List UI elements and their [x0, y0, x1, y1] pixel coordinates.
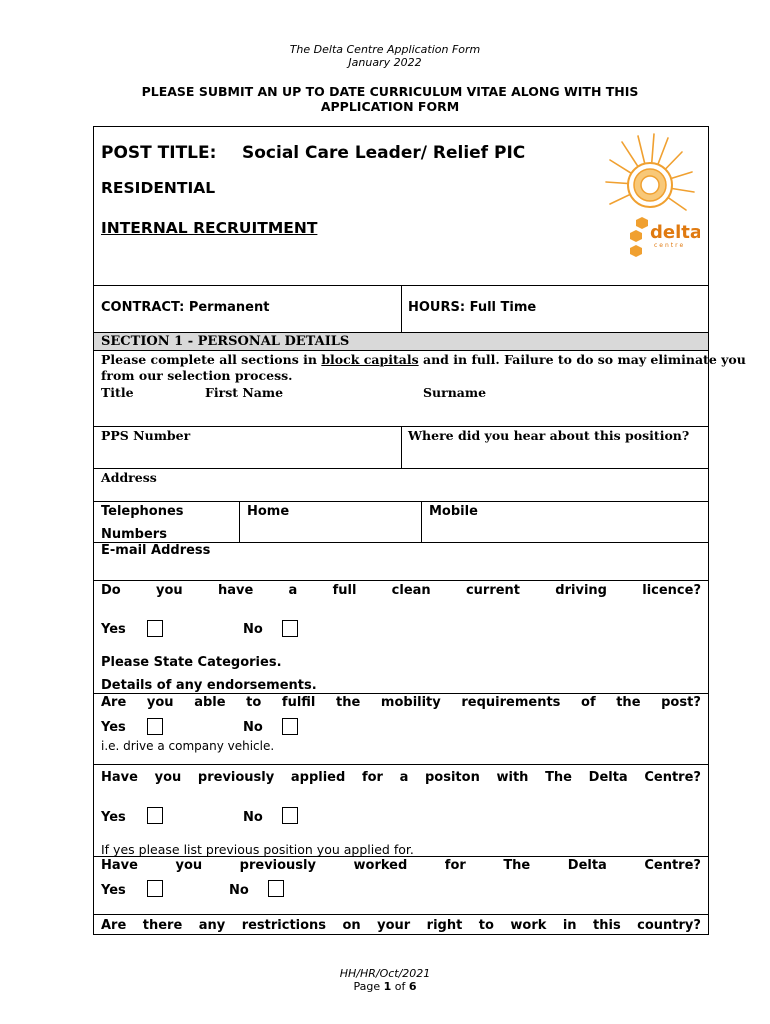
driving-yes-label: Yes [101, 622, 126, 637]
first-name-label: First Name [205, 385, 284, 400]
endorsements-label: Details of any endorsements. [101, 678, 317, 693]
post-title-value: Social Care Leader/ Relief PIC [242, 143, 526, 163]
cv-notice-line1: PLEASE SUBMIT AN UP TO DATE CURRICULUM VITAE ALONG WITH THIS [141, 84, 639, 99]
mobility-no-label: No [243, 720, 263, 735]
mobility-note: i.e. drive a company vehicle. [101, 739, 275, 753]
block-capitals-text: block capitals [321, 352, 419, 367]
mobile-phone-label: Mobile [429, 504, 478, 519]
section-1-instructions-line2: from our selection process. [101, 368, 293, 383]
previously-applied-question: Have you previously applied for a positon with The Delta Centre? [101, 770, 701, 785]
worked-yes-checkbox[interactable] [147, 880, 163, 897]
mobility-no-checkbox[interactable] [282, 718, 298, 735]
worked-yes-label: Yes [101, 883, 126, 898]
cv-notice-line2: APPLICATION FORM [320, 99, 460, 114]
address-label: Address [101, 470, 157, 485]
mobility-yes-label: Yes [101, 720, 126, 735]
mobility-question: Are you able to fulfil the mobility requirements of the post? [101, 695, 701, 710]
title-label: Title [101, 385, 134, 400]
pps-number-label: PPS Number [101, 428, 191, 443]
residential-label: RESIDENTIAL [101, 179, 216, 197]
section-1-instructions: Please complete all sections in block capitals and in full. Failure to do so may eliminate you [101, 352, 746, 367]
applied-note: If yes please list previous position you applied for. [101, 842, 414, 857]
email-label: E-mail Address [101, 543, 211, 558]
driving-no-label: No [243, 622, 263, 637]
driving-no-checkbox[interactable] [282, 620, 298, 637]
previously-worked-question: Have you previously worked for The Delta Centre? [101, 858, 701, 873]
applied-yes-checkbox[interactable] [147, 807, 163, 824]
internal-recruitment-label: INTERNAL RECRUITMENT [101, 219, 318, 237]
surname-label: Surname [423, 385, 487, 400]
page-number: Page 1 of 6 [353, 980, 417, 993]
applied-yes-label: Yes [101, 810, 126, 825]
contract-label: CONTRACT: Permanent [101, 300, 270, 315]
post-title-label: POST TITLE: [101, 143, 217, 163]
applied-no-label: No [243, 810, 263, 825]
applied-no-checkbox[interactable] [282, 807, 298, 824]
hours-label: HOURS: Full Time [408, 300, 537, 315]
driving-yes-checkbox[interactable] [147, 620, 163, 637]
mobility-yes-checkbox[interactable] [147, 718, 163, 735]
home-phone-label: Home [247, 504, 290, 519]
form-header-title: The Delta Centre Application Form [289, 43, 481, 56]
footer-reference: HH/HR/Oct/2021 [339, 967, 431, 980]
work-restrictions-question: Are there any restrictions on your right to work in this country? [101, 918, 701, 933]
driving-licence-question: Do you have a full clean current driving licence? [101, 583, 701, 598]
telephones-label: Telephones [101, 504, 184, 519]
hear-about-label: Where did you hear about this position? [408, 428, 690, 443]
logo-sub: centre [654, 242, 686, 249]
worked-no-label: No [229, 883, 249, 898]
form-header-date: January 2022 [348, 56, 422, 69]
section-1-title: SECTION 1 - PERSONAL DETAILS [101, 334, 350, 349]
logo-word: delta [650, 222, 700, 243]
delta-centre-logo [600, 130, 700, 265]
categories-label: Please State Categories. [101, 655, 282, 670]
worked-no-checkbox[interactable] [268, 880, 284, 897]
numbers-label: Numbers [101, 527, 167, 542]
